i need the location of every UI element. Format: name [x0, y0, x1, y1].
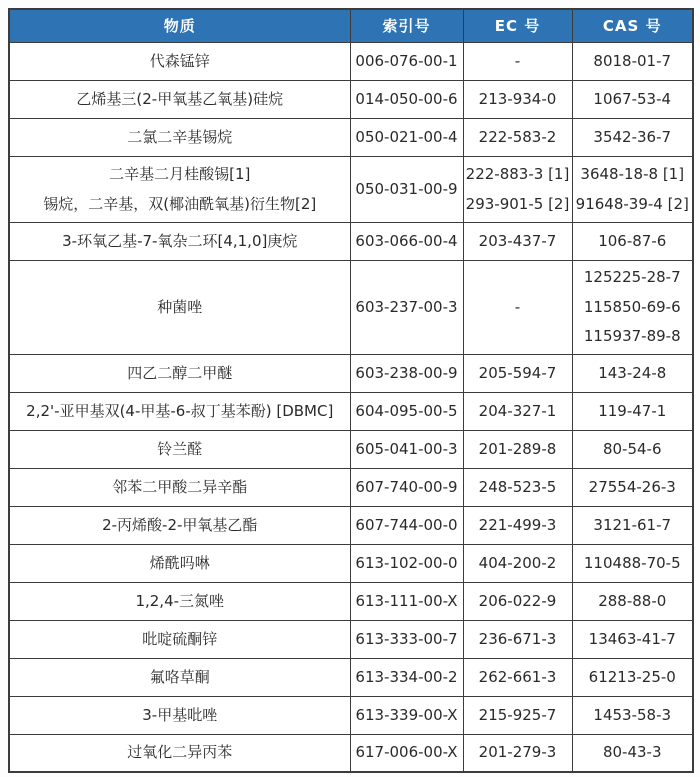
header-index-number: 索引号 [350, 9, 463, 42]
table-row [9, 80, 693, 118]
cell-substance: 3-甲基吡唑 [9, 696, 350, 734]
table-row [9, 354, 693, 392]
cell-index-number: 617-006-00-X [350, 734, 463, 772]
cell-index-number: 613-333-00-7 [350, 620, 463, 658]
table-body [9, 42, 693, 772]
cell-cas-number-line: 115850-69-6 [583, 297, 681, 316]
cell-substance: 邻苯二甲酸二异辛酯 [9, 468, 350, 506]
cell-substance: 烯酰吗啉 [9, 544, 350, 582]
cell-cas-number: 3542-36-7 [572, 118, 693, 156]
table-row [9, 260, 693, 354]
cell-substance: 2,2'-亚甲基双(4-甲基-6-叔丁基苯酚) [DBMC] [9, 392, 350, 430]
cell-ec-number [463, 156, 572, 222]
cell-substance: 氟咯草酮 [9, 658, 350, 696]
cell-substance: 四乙二醇二甲醚 [9, 354, 350, 392]
cell-ec-number: 201-279-3 [463, 734, 572, 772]
cell-ec-number: 215-925-7 [463, 696, 572, 734]
cell-index-number: 050-031-00-9 [350, 156, 463, 222]
cell-ec-number-line: 293-901-5 [2] [465, 194, 570, 213]
table-row [9, 734, 693, 772]
cell-ec-number: 222-583-2 [463, 118, 572, 156]
cell-index-number: 603-066-00-4 [350, 222, 463, 260]
header-substance: 物质 [9, 9, 350, 42]
table-row [9, 544, 693, 582]
substance-table [8, 8, 694, 773]
cell-substance-line: 锡烷，二辛基，双(椰油酰氧基)衍生物[2] [43, 194, 317, 213]
cell-cas-number: 288-88-0 [572, 582, 693, 620]
cell-cas-number: 61213-25-0 [572, 658, 693, 696]
cell-cas-number: 80-54-6 [572, 430, 693, 468]
table-header-row [9, 9, 693, 42]
cell-ec-number: 203-437-7 [463, 222, 572, 260]
cell-ec-number: 204-327-1 [463, 392, 572, 430]
cell-index-number: 603-238-00-9 [350, 354, 463, 392]
table-row [9, 468, 693, 506]
cell-substance: 2-丙烯酸-2-甲氧基乙酯 [9, 506, 350, 544]
cell-substance: 代森锰锌 [9, 42, 350, 80]
table-row [9, 658, 693, 696]
cell-substance: 乙烯基三(2-甲氧基乙氧基)硅烷 [9, 80, 350, 118]
cell-cas-number: 13463-41-7 [572, 620, 693, 658]
table-row [9, 696, 693, 734]
cell-index-number: 613-111-00-X [350, 582, 463, 620]
cell-ec-number: - [463, 42, 572, 80]
cell-substance: 铃兰醛 [9, 430, 350, 468]
cell-ec-number: 201-289-8 [463, 430, 572, 468]
cell-cas-number: 1453-58-3 [572, 696, 693, 734]
cell-substance: 种菌唑 [9, 260, 350, 354]
cell-substance: 吡啶硫酮锌 [9, 620, 350, 658]
header-cas-number: CAS 号 [572, 9, 693, 42]
cell-ec-number: 213-934-0 [463, 80, 572, 118]
cell-ec-number: 404-200-2 [463, 544, 572, 582]
cell-ec-number: 205-594-7 [463, 354, 572, 392]
cell-cas-number: 3121-61-7 [572, 506, 693, 544]
cell-cas-number: 143-24-8 [572, 354, 693, 392]
cell-index-number: 613-339-00-X [350, 696, 463, 734]
cell-index-number: 050-021-00-4 [350, 118, 463, 156]
cell-substance-line: 二辛基二月桂酸锡[1] [109, 164, 251, 183]
cell-ec-number: 221-499-3 [463, 506, 572, 544]
cell-ec-number: 236-671-3 [463, 620, 572, 658]
cell-substance: 3-环氧乙基-7-氧杂二环[4,1,0]庚烷 [9, 222, 350, 260]
table-row [9, 156, 693, 222]
cell-substance: 1,2,4-三氮唑 [9, 582, 350, 620]
cell-cas-number-line: 115937-89-8 [583, 326, 681, 345]
cell-index-number: 014-050-00-6 [350, 80, 463, 118]
cell-cas-number-line: 125225-28-7 [583, 268, 681, 287]
cell-cas-number: 1067-53-4 [572, 80, 693, 118]
cell-index-number: 607-740-00-9 [350, 468, 463, 506]
cell-index-number: 613-102-00-0 [350, 544, 463, 582]
table-row [9, 118, 693, 156]
cell-cas-number: 110488-70-5 [572, 544, 693, 582]
cell-ec-number: 206-022-9 [463, 582, 572, 620]
table-row [9, 506, 693, 544]
header-ec-number: EC 号 [463, 9, 572, 42]
cell-substance: 过氧化二异丙苯 [9, 734, 350, 772]
cell-cas-number [572, 156, 693, 222]
cell-substance: 二氯二辛基锡烷 [9, 118, 350, 156]
table-row [9, 392, 693, 430]
cell-cas-number: 106-87-6 [572, 222, 693, 260]
cell-index-number: 006-076-00-1 [350, 42, 463, 80]
cell-cas-number-line: 3648-18-8 [1] [580, 164, 685, 183]
cell-index-number: 605-041-00-3 [350, 430, 463, 468]
cell-substance [9, 156, 350, 222]
cell-ec-number: - [463, 260, 572, 354]
table-row [9, 222, 693, 260]
cell-ec-number: 248-523-5 [463, 468, 572, 506]
cell-index-number: 613-334-00-2 [350, 658, 463, 696]
cell-index-number: 604-095-00-5 [350, 392, 463, 430]
table-row [9, 42, 693, 80]
table-row [9, 430, 693, 468]
cell-cas-number: 80-43-3 [572, 734, 693, 772]
cell-cas-number: 8018-01-7 [572, 42, 693, 80]
table-row [9, 582, 693, 620]
table-row [9, 620, 693, 658]
cell-index-number: 603-237-00-3 [350, 260, 463, 354]
cell-index-number: 607-744-00-0 [350, 506, 463, 544]
cell-ec-number-line: 222-883-3 [1] [465, 164, 570, 183]
cell-ec-number: 262-661-3 [463, 658, 572, 696]
cell-cas-number: 27554-26-3 [572, 468, 693, 506]
cell-cas-number [572, 260, 693, 354]
cell-cas-number: 119-47-1 [572, 392, 693, 430]
cell-cas-number-line: 91648-39-4 [2] [575, 194, 689, 213]
